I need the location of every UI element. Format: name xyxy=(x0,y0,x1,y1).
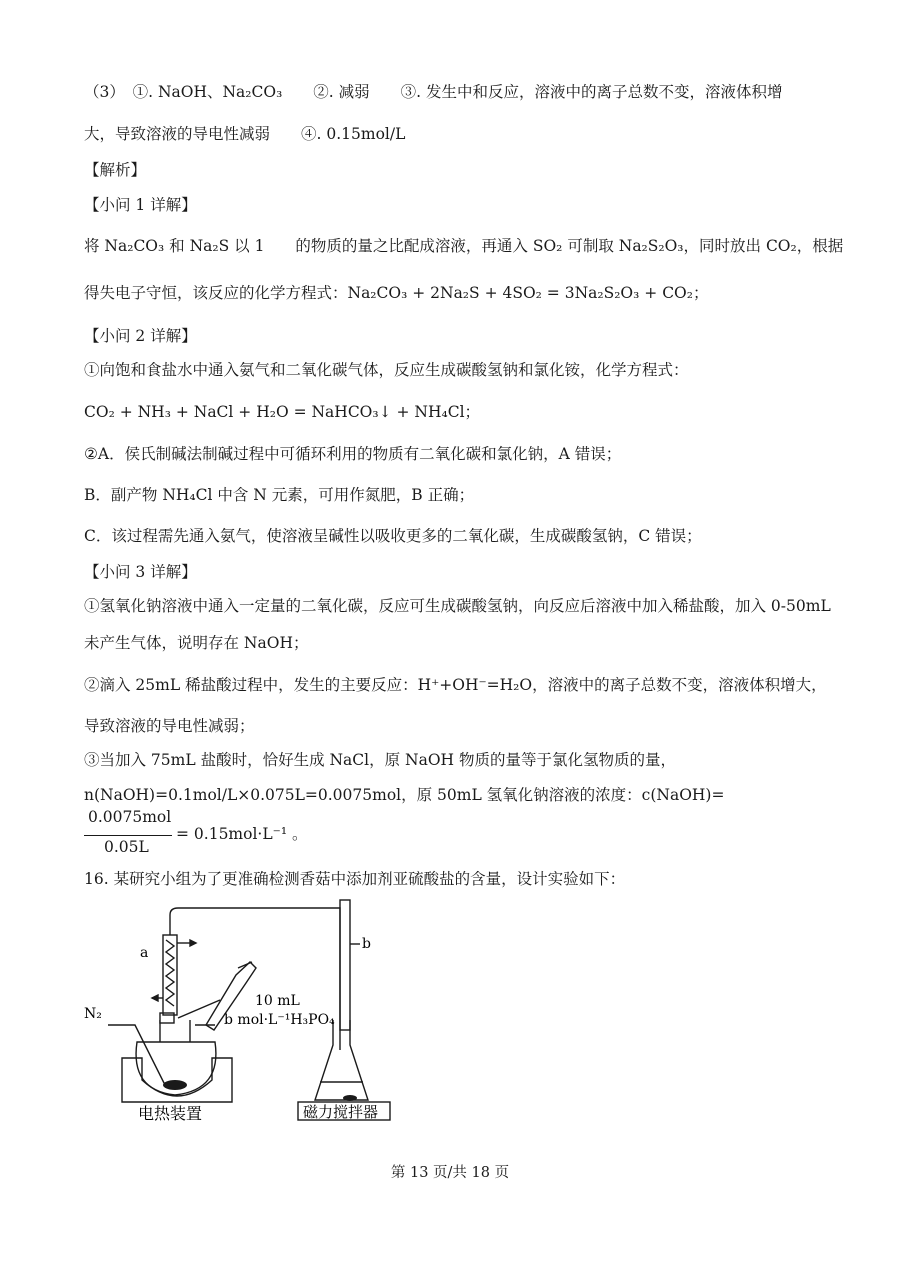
subq2-option-c: C．该过程需先通入氨气，使溶液呈碱性以吸收更多的二氧化碳，生成碳酸氢钠，C 错误； xyxy=(84,527,702,545)
analysis-heading: 【解析】 xyxy=(84,161,147,179)
label-n2: N₂ xyxy=(84,1006,102,1022)
subq3-line-6: n(NaOH)=0.1mol/L×0.075L=0.0075mol，原 50mL 氢氧化钠溶液的浓度：c(NaOH)= xyxy=(84,786,725,804)
subq3-line-4: 导致溶液的导电性减弱； xyxy=(84,717,255,735)
label-a: a xyxy=(140,945,149,961)
answer-line-2: 大，导致溶液的导电性减弱 ④. 0.15mol/L xyxy=(84,125,406,143)
apparatus-diagram xyxy=(84,895,540,1130)
subquestion-2-heading: 【小问 2 详解】 xyxy=(84,327,197,345)
subq3-line-1: ①氢氧化钠溶液中通入一定量的二氧化碳，反应可生成碳酸氢钠，向反应后溶液中加入稀盐酸，加入 0-50mL xyxy=(84,597,831,615)
burette-b xyxy=(340,900,350,1030)
subquestion-3-heading: 【小问 3 详解】 xyxy=(84,563,197,581)
subq2-option-b: B．副产物 NH₄Cl 中含 N 元素，可用作氮肥，B 正确； xyxy=(84,486,475,504)
answer-line-1: （3） ①. NaOH、Na₂CO₃ ②. 减弱 ③. 发生中和反应，溶液中的离子总数不变，溶液体积增 xyxy=(84,83,783,101)
subq3-line-3: ②滴入 25mL 稀盐酸过程中，发生的主要反应：H⁺+OH⁻=H₂O，溶液中的离子总数不变，溶液体积增大， xyxy=(84,676,827,694)
label-heater: 电热装置 xyxy=(138,1104,203,1123)
subq2-option-a: ②A．侯氏制碱法制碱过程中可循环利用的物质有二氧化碳和氯化钠，A 错误； xyxy=(84,445,622,463)
subq3-line-2: 未产生气体，说明存在 NaOH； xyxy=(84,634,309,652)
subq3-line-5: ③当加入 75mL 盐酸时，恰好生成 NaCl，原 NaOH 物质的量等于氯化氢物质的量， xyxy=(84,751,676,769)
fraction-numerator: 0.0075mol xyxy=(88,808,172,826)
subq2-line-1: ①向饱和食盐水中通入氨气和二氧化碳气体，反应生成碳酸氢钠和氯化铵，化学方程式： xyxy=(84,361,689,379)
subq1-line-1: 将 Na₂CO₃ 和 Na₂S 以 1 的物质的量之比配成溶液，再通入 SO₂ 可制取 Na₂S₂O₃，同时放出 CO₂，根据 xyxy=(84,237,844,255)
label-stirrer: 磁力搅拌器 xyxy=(303,1103,379,1121)
subq1-equation-line: 得失电子守恒，该反应的化学方程式：Na₂CO₃ + 2Na₂S + 4SO₂ = 3Na₂S₂O₃ + CO₂； xyxy=(84,284,709,302)
page-footer: 第 13 页/共 18 页 xyxy=(390,1165,510,1181)
label-volume: 10 mL xyxy=(255,993,300,1009)
label-concentration: b mol·L⁻¹H₃PO₄ xyxy=(224,1012,335,1028)
fraction-result: = 0.15mol·L⁻¹ 。 xyxy=(176,825,308,843)
question-16-stem: 16. 某研究小组为了更准确检测香菇中添加剂亚硫酸盐的含量，设计实验如下： xyxy=(84,870,626,888)
connecting-tube xyxy=(170,908,340,1050)
subquestion-1-heading: 【小问 1 详解】 xyxy=(84,196,197,214)
fraction-denominator: 0.05L xyxy=(104,838,149,856)
subq2-equation: CO₂ + NH₃ + NaCl + H₂O = NaHCO₃↓ + NH₄Cl； xyxy=(84,403,481,421)
label-b: b xyxy=(362,936,371,952)
fraction-bar xyxy=(84,835,172,836)
erlenmeyer-flask xyxy=(315,1020,368,1100)
